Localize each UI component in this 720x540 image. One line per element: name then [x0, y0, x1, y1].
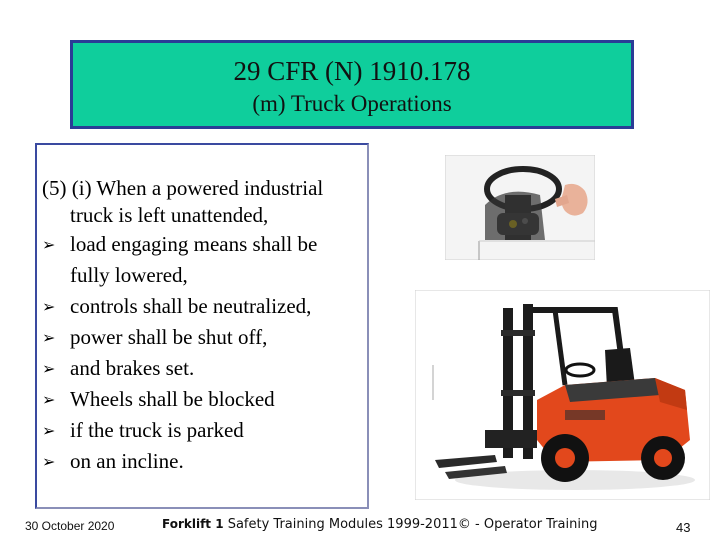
forklift-cab-hand-icon	[445, 155, 595, 260]
arrow-bullet-icon: ➢	[42, 359, 56, 378]
bullet-text: controls shall be neutralized,	[70, 294, 312, 318]
bullet-item	[42, 384, 362, 415]
slide-title: 29 CFR (N) 1910.178	[233, 56, 471, 86]
bullet-text: and brakes set.	[70, 356, 195, 380]
bullet-item	[42, 229, 362, 291]
forklift-icon	[415, 290, 710, 500]
bullet-item	[42, 353, 362, 384]
bullet-text: power shall be shut off,	[70, 325, 268, 349]
intro-text: (5) (i) When a powered industrial truck is left unattended,	[42, 176, 324, 227]
arrow-bullet-icon: ➢	[42, 235, 56, 254]
bullet-text: if the truck is parked	[70, 418, 244, 442]
arrow-bullet-icon: ➢	[42, 390, 56, 409]
bullet-item	[42, 291, 362, 322]
bullet-item	[42, 446, 362, 477]
arrow-bullet-icon: ➢	[42, 297, 56, 316]
footer-brand: Forklift 1	[162, 517, 224, 531]
bullet-text: Wheels shall be blocked	[70, 387, 275, 411]
footer-credit	[162, 517, 597, 532]
page-number: 43	[676, 520, 691, 535]
bullet-text: load engaging means shall be fully lowered,	[70, 232, 318, 287]
footer-text: Safety Training Modules 1999-2011© - Operator Training	[223, 517, 598, 532]
arrow-bullet-icon: ➢	[42, 452, 56, 471]
arrow-bullet-icon: ➢	[42, 421, 56, 440]
footer-date: 30 October 2020	[25, 519, 115, 533]
title-box	[70, 40, 634, 129]
bullet-item	[42, 415, 362, 446]
body-text	[42, 175, 362, 477]
arrow-bullet-icon: ➢	[42, 328, 56, 347]
bullet-item	[42, 322, 362, 353]
slide-subtitle: (m) Truck Operations	[252, 91, 452, 116]
bullet-text: on an incline.	[70, 449, 184, 473]
